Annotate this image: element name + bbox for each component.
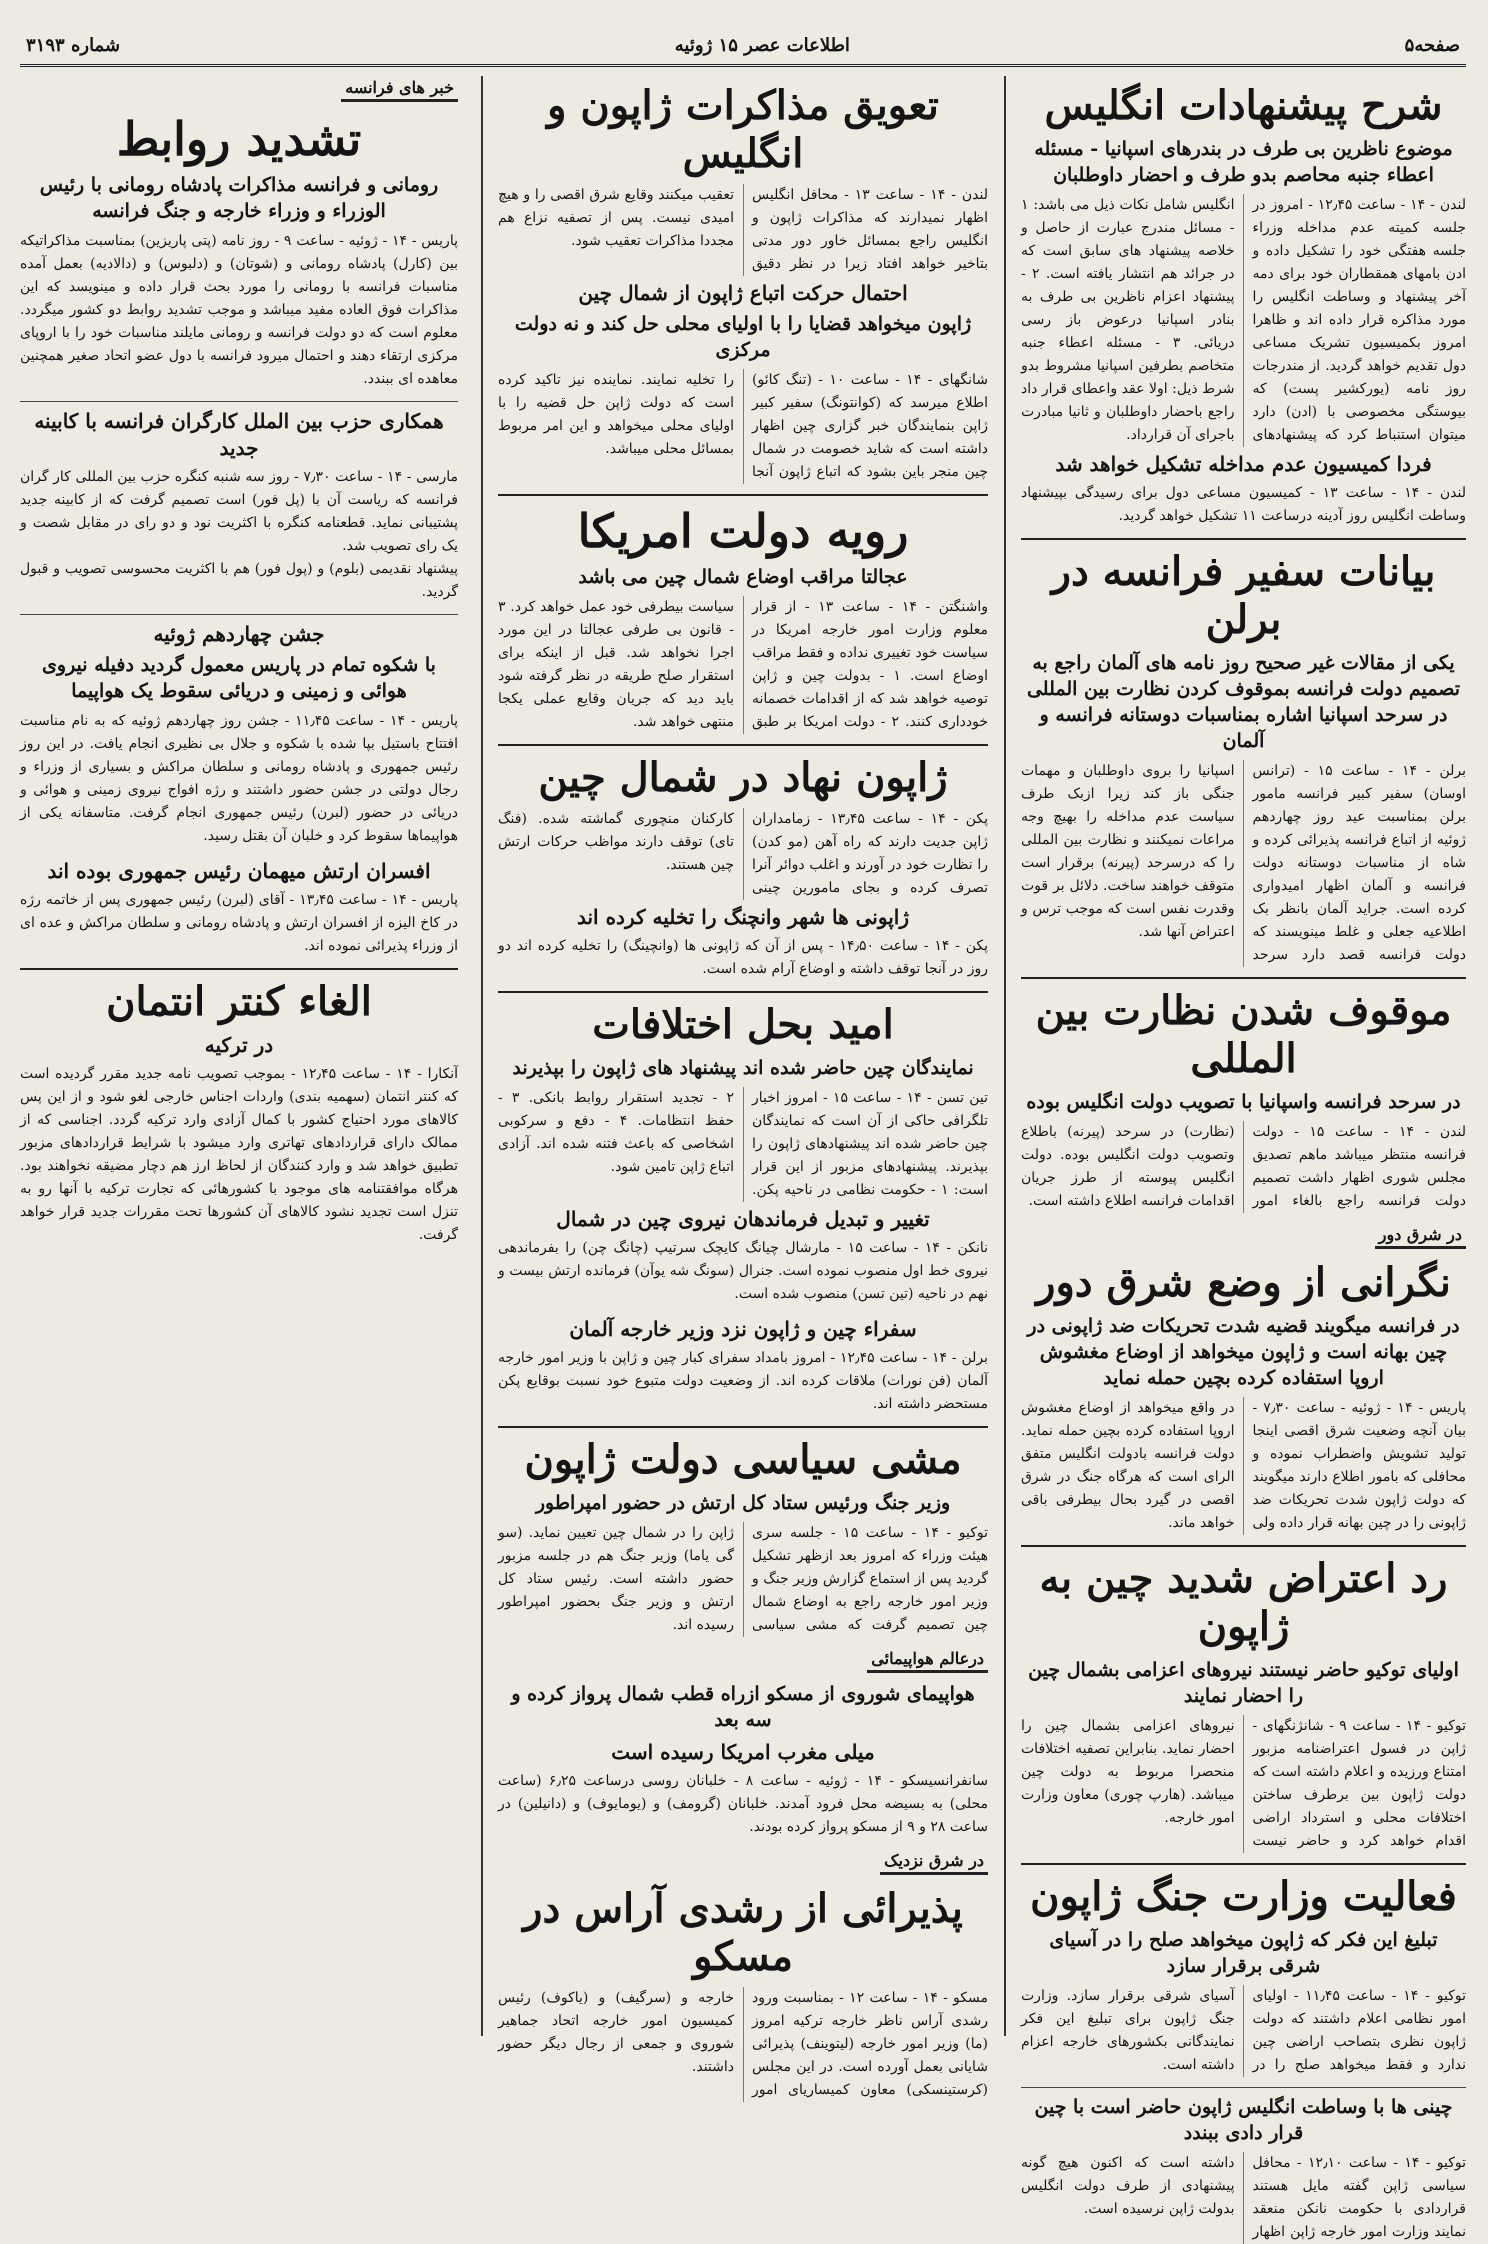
- middle-column: [498, 76, 989, 2098]
- article-body: مارسی - ۱۴ - ساعت ۷٫۳۰ - روز سه شنبه کنگره حزب بین المللی کار گران فرانسه که ریاست آن با (پل فور) است تصمیم گرفت که از کابینه جدید پشتیبانی نماید. قطعنامه کنگره با اکثریت نود و دو رای در مقابل شصت و یک رای تصویب شد.: [20, 469, 458, 554]
- article-body: برلن - ۱۴ - ساعت ۱۵ - (ترانس اوسان) سفیر کبیر فرانسه مامور برلن بمناسبت عید روز چهاردهم ژوئیه از اتباع فرانسه پذیرائی کرده و شاه از مناسبات دوستانه دولت فرانسه و آلمان اظهار امیدواری کرده است. جراید آلمان بانظر بک اطلاعیه جعلی و غلط مینویسند که دولت فرانسه قصد دارد سرحد اسپانیا را بروی داوطلبان و مهمات جنگی باز کند زیرا ازبک طرف سیاست عدم مداخله را بهیچ وجه مراعات نمیکنند و نظارت بین المللی را که درسرحد (پیرنه) برقرار است متوقف خواهند ساخت. دلائل بر قوت وقدرت نفس است که موجب ترس و اعتراض آنها شد.: [1021, 763, 1466, 963]
- headline: امید بحل اختلافات: [592, 1001, 894, 1048]
- subheadline: سفراء چین و ژاپون نزد وزیر خارجه آلمان: [569, 1317, 917, 1341]
- subheadline: ژاپون میخواهد قضایا را با اولیای محلی حل کند و نه دولت مرکزی: [514, 313, 972, 361]
- article-france-romania: [20, 76, 458, 391]
- section-label: خبر های فرانسه: [341, 78, 458, 102]
- subheadline: تغییر و تبدیل فرماندهان نیروی چین در شمال: [556, 1207, 930, 1231]
- article-war-ministry: [1021, 1873, 1466, 2077]
- article-body: واشنگتن - ۱۴ - ساعت ۱۳ - از قرار معلوم وزارت امور خارجه امریکا در سیاست خود تغییری نداده و فقط مراقب اوضاع است. ۱ - بدولت چین و ژاپن توصیه خواهد شد که از اقدامات خصمانه خودداری کنند. ۲ - دولت امریکا بر طبق سیاست بیطرفی خود عمل خواهد کرد. ۳ - قانون بی طرفی عجالتا در این مورد اجرا نخواهد شد. قبل از اینکه برای استقرار صلح طریقه در نظر گرفته شود باید دید که جریان وقایع عملی یکجا منتهی خواهد شد.: [498, 599, 988, 730]
- article-body: توکیو - ۱۴ - ساعت ۹ - شانژنگهای - ژاپن در فسول اعتراضنامه مزبور امتناع ورزیده و اعلام داشته است که دولت ژاپون بین برطرف ساختن اختلافات محلی و استرداد اراضی اقدام خواهد کرد و حاضر نیست نیروهای اعزامی بشمال چین را احضار نماید. بنابراین تصفیه اختلافات منحصرا مربوط به دولت چین میباشد. (هارپ چوری) معاون وزارت امور خارجه.: [1021, 1718, 1466, 1849]
- article-body: سانفرانسیسکو - ۱۴ - ژوئیه - ساعت ۸ - خلبانان روسی درساعت ۶٫۲۵ (ساعت محلی) به بسیضه محل فرود آمدند. خلبانان (گرومف) و (یومایوف) و (دانیلین) در ساعت ۲۸ و ۹ از مسکو پرواز کرده بودند.: [498, 1773, 988, 1835]
- article-china-protest: [1021, 1555, 1466, 1853]
- section-label: در شرق نزدیک: [880, 1851, 988, 1875]
- article-body: توکیو - ۱۴ - ساعت ۱۱٫۴۵ - اولیای امور نظامی اعلام داشتند که دولت ژاپون نظری بتصاحب اراضی چین ندارد و فقط میخواهد صلح را در آسیای شرقی برقرار سازد. وزارت جنگ ژاپون برای تبلیغ این فکر نمایندگانی بکشورهای خارجه اعزام داشته است.: [1021, 1988, 1466, 2073]
- divider: [1021, 977, 1466, 979]
- divider: [1021, 1545, 1466, 1547]
- divider: [498, 744, 988, 746]
- article-body: لندن - ۱۴ - ساعت ۱۲٫۴۵ - امروز در جلسه کمیته عدم مداخله وزراء جلسه هفتگی خود را تشکیل داده و ادن بامهای همقطاران خود برای دمه آخر پیشنهاد و وساطت انگلیس را مورد مذاکره قرار داده اند و ظاهرا امروز بکمیسیون تشریک مساعی دول تقدیم خواهد گردید. از مندرجات روز نامه (یورکشیر پست) که بیوستگی مخصوصی با (ادن) دارد میتوان استنباط کرد که پیشنهادهای انگلیس شامل نکات ذیل می باشد: ۱ - مسائل مندرج عبارت از حاصل و خلاصه پیشنهاد های سابق است که در جرائد هم انتشار یافته است. ۲ - پیشنهاد اعزام ناظرین بی طرف به بنادر اسپانیا درعوض باز رسی دریائی. ۳ - مسئله اعطاء جنبه متخاصم بطرفین اسپانیا مشروط بدو شرط ذیل: اولا عقد واعطای قرار داد راجع باحضار داوطلبان و ثانیا مبادرت باجرای آن قرارداد.: [1021, 197, 1466, 443]
- headline: تعویق مذاکرات ژاپون و انگلیس: [547, 82, 939, 177]
- masthead-bar: [20, 26, 1466, 67]
- article-japan-north-china: [498, 754, 988, 981]
- column-divider: [481, 76, 483, 2036]
- article-far-east-concern: [1021, 1223, 1466, 1535]
- subheadline: موضوع ناظرین بی طرف در بندرهای اسپانیا - مسئله اعطاء جنبه محاصم بدو طرف و احضار داوطلبان: [1034, 138, 1453, 186]
- subheadline: احتمال حرکت اتباع ژاپون از شمال چین: [578, 281, 908, 305]
- article-aviation: [498, 1647, 988, 1839]
- subheadline: ژاپونی ها شهر وانچنگ را تخلیه کرده اند: [576, 905, 909, 929]
- article-body: برلن - ۱۴ - ساعت ۱۲٫۴۵ - امروز بامداد سفرای کبار چین و ژاپن با وزیر امور خارجه آلمان (فن نورات) ملاقات کرده اند. از وضعیت دولت متبوع خود نسبت بوقایع پکن مستحضر داشته اند.: [498, 1350, 988, 1412]
- headline: موقوف شدن نظارت بین المللی: [1035, 987, 1452, 1082]
- subheadline: همکاری حزب بین الملل کارگران فرانسه با کابینه جدید: [34, 409, 444, 460]
- subheadline: فردا کمیسیون عدم مداخله تشکیل خواهد شد: [1055, 452, 1432, 476]
- article-body: لندن - ۱۴ - ساعت ۱۳ - کمیسیون مساعی دول برای رسیدگی بپیشنهاد وساطت انگلیس روز آدینه درساعت ۱۱ تشکیل خواهد گردید.: [1021, 485, 1466, 524]
- subheadline: عجالتا مراقب اوضاع شمال چین می باشد: [578, 566, 908, 588]
- subheadline: در فرانسه میگویند قضیه شدت تحریکات ضد ژاپونی در چین بهانه است و ژاپون میخواهد از اوضاع مغشوش اروپا استفاده کرده بچین حمله نماید: [1027, 1315, 1460, 1389]
- article-body: توکیو - ۱۴ - ساعت ۱۵ - جلسه سری هیئت وزراء که امروز بعد ازظهر تشکیل گردید پس از استماع گزارش وزیر جنگ و وزیر امور خارجه راجع به اوضاع شمال چین تصمیم گرفت که مشی سیاسی ژاپن را در شمال چین تعیین نماید. (سو گی یاما) وزیر جنگ هم در جلسه مزبور حضور داشته است. رئیس ستاد کل ارتش و وزیر جنگ بحضور امپراطور رسیده اند.: [498, 1525, 988, 1633]
- article-french-ambassador: [1021, 548, 1466, 967]
- subheadline: تبلیغ این فکر که ژاپون میخواهد صلح را در آسیای شرقی برقرار سازد: [1049, 1929, 1438, 1977]
- article-japan-policy: [498, 1436, 988, 1637]
- article-international-control: [1021, 987, 1466, 1213]
- subheadline: اولیای توکیو حاضر نیستند نیروهای اعزامی بشمال چین را احضار نمایند: [1028, 1659, 1459, 1707]
- article-note: پیشنهاد نقدیمی (بلوم) و (پول فور) هم با اکثریت محسوسی تصویب و قبول گردید.: [20, 561, 458, 600]
- headline: مشی سیاسی دولت ژاپون: [524, 1436, 962, 1483]
- article-body: تین تسن - ۱۴ - ساعت ۱۵ - امروز اخبار تلگرافی حاکی از آن است که نمایندگان چین حاضر شده اند پیشنهادهای ژاپون را بپذیرند. پیشنهادهای مزبور از این قرار است: ۱ - حکومت نظامی در ناحیه پکن. ۲ - تجدید استقرار روابط بانکی. ۳ - حفظ انتظامات. ۴ - دفع و سرکوبی اشخاصی که باعث فتنه شده اند. آزادی اتباع ژاپن تامین شود.: [498, 1090, 989, 1198]
- article-body: پکن - ۱۴ - ساعت ۱۴٫۵۰ - پس از آن که ژاپونی ها (وانچینگ) را تخلیه کرده اند دو روز در آنجا توقف داشته و اوضاع آرام شده است.: [498, 938, 988, 977]
- article-us-policy: [498, 504, 988, 734]
- article-ambassadors-berlin: [498, 1316, 988, 1416]
- divider: [1021, 1863, 1466, 1865]
- headline: پذیرائی از رشدی آراس در مسکو: [523, 1885, 963, 1980]
- article-body: توکیو - ۱۴ - ساعت ۱۲٫۱۰ - محافل سیاسی ژاپن گفته مایل هستند قراردادی با حکومت نانکن منعقد نمایند وزارت امور خارجه ژاپن اظهار داشته است که اکنون هیچ گونه پیشنهادی از طرف دولت انگلیس بدولت ژاپن نرسیده است.: [1021, 2155, 1466, 2240]
- newspaper-date: اطلاعات عصر ۱۵ ژوئیه: [674, 34, 850, 56]
- article-contingent-abolished: [20, 978, 458, 1247]
- headline: تشدید روابط: [116, 112, 362, 166]
- article-body: پاریس - ۱۴ - ساعت ۱۳٫۴۵ - آقای (لبرن) رئیس جمهوری پس از خاتمه رژه در کاخ الیزه از افسران ارتش و پادشاه رومانی و سلطان مراکش و عده ای از وزراء پذیرائی نموده اند.: [20, 892, 458, 954]
- article-officers-guests: [20, 858, 458, 958]
- divider: [1021, 538, 1466, 540]
- headline: شرح پیشنهادات انگلیس: [1044, 82, 1443, 129]
- article-body: مسکو - ۱۴ - ساعت ۱۲ - بمناسبت ورود رشدی آراس ناظر خارجه ترکیه امروز (ما) وزیر امور خارجه (لیتوینف) پذیرائی شایانی بعمل آورده است. در این مجلس (کرستینسکی) معاون کمیساریای امور خارجه و (سرگیف) و (یاکوف) رئیس کمیسیون امور خارجه اتحاد جماهیر شوروی و جمعی از رجال دیگر حضور داشتند.: [498, 1990, 988, 2098]
- article-body: پاریس - ۱۴ - ژوئیه - ساعت ۷٫۳۰ - بیان آنچه وضعیت شرق اقصی اینجا تولید تشویش واضطراب نموده و محافلی که بامور اطلاع دارند میگویند که دولت ژاپون شدت تحریکات ضد ژاپونی را در چین بهانه قرار داده ولی در واقع میخواهد از اوضاع مغشوش اروپا استفاده کرده بچین حمله نماید. دولت فرانسه بادولت انگلیس متفق الرای است که هرگاه جنگ در شرق اقصی در گیرد بحال بیطرفی باقی خواهد ماند.: [1021, 1400, 1466, 1531]
- headline: بیانات سفیر فرانسه در برلن: [1051, 548, 1436, 643]
- article-labour-party: [20, 408, 458, 604]
- divider: [20, 614, 458, 615]
- page-number: صفحه۵: [1404, 34, 1460, 56]
- subheadline: با شکوه تمام در پاریس معمول گردید دفیله نیروی هوائی و زمینی و دریائی سقوط یک هواپیما: [42, 654, 436, 702]
- article-japan-treaty: [1021, 2094, 1466, 2244]
- divider: [498, 494, 988, 496]
- divider: [20, 401, 458, 402]
- headline: نگرانی از وضع شرق دور: [1036, 1259, 1451, 1306]
- article-body: پاریس - ۱۴ - ژوئیه - ساعت ۹ - روز نامه (پتی پاریزین) بمناسبت مذاکراتیکه بین (کارل) پادشاه رومانی و (شوتان) و (دلبوس) و (دالادیه) بعمل آمده مناسبات فرانسه با رومانی را مورد بحث قرار داده و مینویسد که این مذاکرات فوق العاده مفید میباشد و موجب تشدید روابط دو کشور میگردد. معلوم است که دو دولت فرانسه و رومانی مایلند مناسبات خود را با اروپای مرکزی ارتقاء دهند و احتمال میرود فرانسه با دول عضو اتحاد صغیر همچنین معاهده ای ببندد.: [20, 233, 458, 387]
- column-divider: [1004, 76, 1006, 2036]
- divider: [20, 968, 458, 970]
- subheadline: در ترکیه: [204, 1033, 274, 1057]
- right-column: [1021, 76, 1466, 2240]
- article-bastille-day: [20, 621, 458, 848]
- subheadline: وزیر جنگ ورئیس ستاد کل ارتش در حضور امپراطور: [535, 1492, 951, 1514]
- subheadline: افسران ارتش میهمان رئیس جمهوری بوده اند: [47, 859, 431, 883]
- divider: [1021, 2087, 1466, 2088]
- article-body: شانگهای - ۱۴ - ساعت ۱۰ - (تنگ کائو) اطلاع میرسد که (کوانتونگ) سفیر کبیر ژاپن بنمایندگان خبر گزاری چین اظهار داشته است که شاید خصومت در شمال چین منجر باین بشود که اتباع ژاپون آنجا را تخلیه نمایند. نماینده نیز تاکید کرده است که دولت ژاپن حل قضیه را با اولیای محلی میخواهد و این امر مربوط بمسائل محلی میباشد.: [498, 372, 988, 480]
- headline: فعالیت وزارت جنگ ژاپون: [1030, 1873, 1457, 1920]
- subheadline: رومانی و فرانسه مذاکرات پادشاه رومانی با رئیس الوزراء و وزراء خارجه و جنگ فرانسه: [39, 174, 439, 222]
- subheadline: در سرحد فرانسه واسپانیا با تصویب دولت انگلیس بوده: [1026, 1091, 1461, 1113]
- headline: رویه دولت امریکا: [577, 504, 909, 558]
- article-hope-resolution: [498, 1001, 988, 1306]
- article-body: نانکن - ۱۴ - ساعت ۱۵ - مارشال چیانگ کایچک سرتیپ (چانگ چن) را بفرماندهی نیروی خط اول منصوب نموده است. جنرال (سونگ شه یوآن) فرمانده ارتش بیست و نهم در ناحیه (تین تسن) منصوب شده است.: [498, 1240, 988, 1302]
- article-body: پکن - ۱۴ - ساعت ۱۳٫۴۵ - زمامداران ژاپن جدیت دارند که راه آهن (مو کدن) را نظارت خود در آورند و اغلب دوائر آنرا تصرف کرده و بجای مامورین چینی کارکنان منچوری گماشته شده. (فنگ تای) توقف دارند مواظب حرکات ارتش چین هستند.: [498, 811, 989, 896]
- issue-number: شماره ۳۱۹۳: [26, 34, 121, 56]
- article-english-proposals: [1021, 82, 1466, 528]
- divider: [498, 1426, 988, 1428]
- subheadline: نمایندگان چین حاضر شده اند پیشنهاد های ژاپون را بپذیرند: [512, 1057, 974, 1079]
- article-body: لندن - ۱۴ - ساعت ۱۵ - دولت فرانسه منتظر میباشد ماهم تصدیق مجلس شوری اظهار داشت تصمیم دولت فرانسه راجع بالغاء امور (نظارت) در سرحد (پیرنه) باطلاع وتصویب دولت انگلیس بوده. دولت انگلیس پیوسته از طرز جریان اقدامات فرانسه اطلاع داشته است.: [1021, 1124, 1466, 1209]
- headline: ژاپون نهاد در شمال چین: [538, 754, 948, 801]
- article-body: آنکارا - ۱۴ - ساعت ۱۲٫۴۵ - بموجب تصویب نامه جدید مقرر گردیده است که کنتر انتمان (سهمیه بندی) واردات اجناس خارجی لغو شود و از این پس کالاهای مورد احتیاج کشور با کمال آزادی وارد ترکیه گردد. اجناسی که از ممالک دارای قراردادهای تهاتری وارد میشود با شرایط قراردادهای مزبور تطبیق خواهد شد و وارد کنندگان از لحاظ ارز هم دچار مضیقه نخواهند بود. هرگاه موافقتنامه های موجود با کشورهائی که تجارت ترکیه با آنها رو به تنزل است تجدید نشود کالاهای آن کشورها تحت مقررات جدید قرار خواهد گرفت.: [20, 1066, 458, 1243]
- subheadline: هواپیمای شوروی از مسکو ازراه قطب شمال پرواز کرده و سه بعد: [511, 1683, 975, 1731]
- divider: [498, 991, 988, 993]
- section-label: درعالم هواپیمائی: [867, 1649, 988, 1673]
- article-body: لندن - ۱۴ - ساعت ۱۳ - محافل انگلیس اظهار نمیدارند که مذاکرات ژاپون و انگلیس راجع بمسائل خاور دور مدتی بتاخیر خواهد افتاد زیرا در نظر دقیق تعقیب میکنند وقایع شرق اقصی را و هیچ امیدی نیست. پس از تصفیه نزاع هم مجددا مذاکرات تعقیب شود.: [498, 187, 988, 272]
- subheadline: یکی از مقالات غیر صحیح روز نامه های آلمان راجع به تصمیم دولت فرانسه بموقوف کردن نظارت بین المللی در سرحد اسپانیا اشاره بمناسبات دوستانه فرانسه و آلمان: [1026, 652, 1461, 752]
- subheadline: چینی ها با وساطت انگلیس ژاپون حاضر است با چین قرار دادی ببندد: [1034, 2096, 1453, 2144]
- section-label: در شرق دور: [1375, 1225, 1466, 1249]
- headline: رد اعتراض شدید چین به ژاپون: [1039, 1555, 1448, 1650]
- article-talks-postponed: [498, 82, 988, 484]
- headline: الغاء کنتر انتمان: [106, 978, 372, 1025]
- article-moscow-reception: [498, 1849, 988, 2102]
- subheadline: میلی مغرب امریکا رسیده است: [611, 1740, 875, 1764]
- left-column: [20, 76, 458, 2038]
- subheadline: جشن چهاردهم ژوئیه: [153, 622, 325, 646]
- article-body: پاریس - ۱۴ - ساعت ۱۱٫۴۵ - جشن روز چهاردهم ژوئیه که به نام مناسبت افتتاح باستیل بپا شده با شکوه و جلال بی نظیری انجام یافت. در این روز رئیس جمهوری و پادشاه رومانی و سلطان مراکش و بسیاری از وزراء و رجال دولتی در جشن حضور داشتند و رژه افواج نیروی زمینی و هوائی و دریائی در حضور (لبرن) رئیس جمهوری انجام گرفت. متاسفانه یکی از هواپیماها سقوط کرد و خلبان آن بقتل رسید.: [20, 713, 458, 844]
